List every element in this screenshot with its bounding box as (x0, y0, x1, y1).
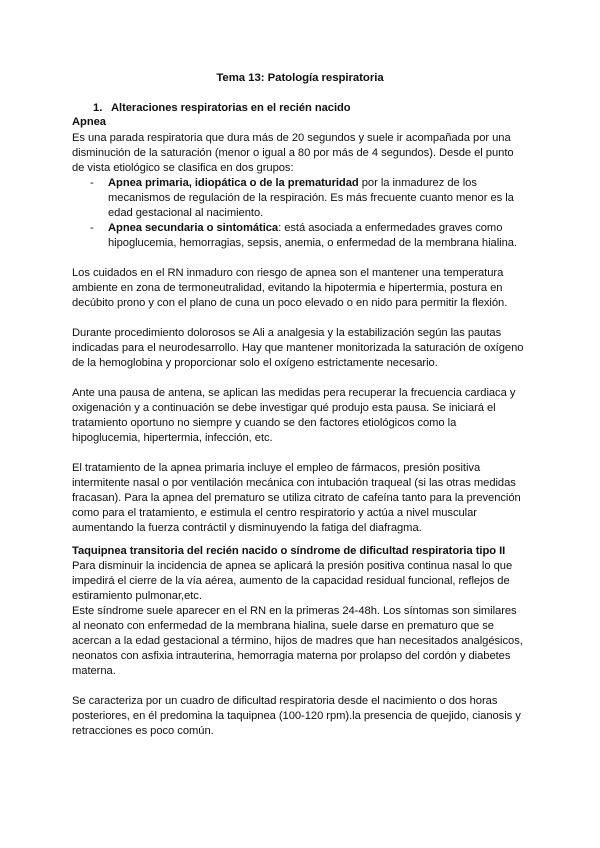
paragraph-line: estiramiento pulmonar,etc. (72, 590, 202, 602)
paragraph-line: hipoglucemia, hipertermia, infección, etc. (72, 432, 273, 444)
document-title: Tema 13: Patología respiratoria (216, 72, 384, 84)
paragraph-line: ambiente en zona de termoneutralidad, evitando la hipotermia e hipertermia, postura en (72, 282, 503, 294)
bullet-text-line: hipoglucemia, hemorragias, sepsis, anemia, o enfermedad de la membrana hialina. (108, 237, 517, 249)
bullet-term: Apnea primaria, idiopática o de la prematuridad (108, 177, 359, 189)
paragraph-line: oxigenación y a continuación se debe investigar qué produjo esta pausa. Se iniciará el (72, 402, 496, 414)
paragraph-line: intermitente nasal o por ventilación mecánica con intubación traqueal (si las otras medidas (72, 477, 516, 489)
paragraph-line: fracasan). Para la apnea del prematuro se utiliza citrato de cafeína tanto para la prevención (72, 492, 521, 504)
paragraph-line: neonatos con asfixia intrauterina, hemorragia materna por prolapso del cordón y diabetes (72, 650, 511, 662)
taquipnea-heading: Taquipnea transitoria del recién nacido o síndrome de dificultad respiratoria tipo II (72, 545, 506, 557)
bullet-text-line: mecanismos de regulación de la respiración. Es más frecuente cuanto menor es la (108, 192, 514, 204)
apnea-heading: Apnea (72, 116, 106, 128)
paragraph-line: aumentando la fuerza contráctil y disminuyendo la fatiga del diafragma. (72, 522, 422, 534)
section-number: 1. (93, 102, 103, 114)
section-heading: Alteraciones respiratorias en el recién nacido (111, 102, 351, 114)
apnea-intro-line: Es una parada respiratoria que dura más de 20 segundos y suele ir acompañada por una (72, 132, 511, 144)
paragraph-line: impedirá el cierre de la vía aérea, aumento de la capacidad residual funcional, reflejos de (72, 575, 510, 587)
paragraph-line: Ante una pausa de antena, se aplican las medidas pera recuperar la frecuencia cardiaca y (72, 387, 516, 399)
paragraph-line: retracciones es poco común. (72, 725, 214, 737)
paragraph-line: Este síndrome suele aparecer en el RN en la primeras 24-48h. Los síntomas son similares (72, 605, 517, 617)
paragraph-line: al neonato con enfermedad de la membrana hialina, suele darse en prematuro que se (72, 620, 494, 632)
bullet-dash: - (90, 177, 94, 189)
paragraph-line: El tratamiento de la apnea primaria incluye el empleo de fármacos, presión positiva (72, 462, 481, 474)
paragraph-line: Durante procedimiento dolorosos se Ali a analgesia y la estabilización según las pautas (72, 327, 502, 339)
paragraph-line: materna. (72, 665, 116, 677)
paragraph-line: como para el tratamiento, e estimula el centro respiratorio y actúa a nivel muscular (72, 507, 477, 519)
bullet-item (108, 221, 502, 235)
bullet-text: por la inmadurez de los (358, 177, 477, 189)
paragraph-line: tratamiento oportuno no siempre y cuando se den factores etiológicos como la (72, 417, 457, 429)
paragraph-line: acercan a la edad gestacional a término, hijos de madres que han necesitados analgésicos, (72, 635, 523, 647)
paragraph-line: indicadas para el neurodesarrollo. Hay que mantener monitorizada la saturación de oxígeno (72, 342, 524, 354)
apnea-intro-line: de vista etiológico se clasifica en dos grupos: (72, 162, 294, 174)
paragraph-line: Para disminuir la incidencia de apnea se aplicará la presión positiva continua nasal lo que (72, 560, 513, 572)
apnea-intro-line: disminución de la saturación (menor o igual a 80 por más de 4 segundos). Desde el punto (72, 147, 514, 159)
paragraph-line: Se caracteriza por un cuadro de dificultad respiratoria desde el nacimiento o dos horas (72, 695, 498, 707)
paragraph-line: Los cuidados en el RN inmaduro con riesgo de apnea son el mantener una temperatura (72, 267, 504, 279)
bullet-term: Apnea secundaria o sintomática (108, 222, 279, 234)
bullet-dash: - (90, 222, 94, 234)
paragraph-line: de la hemoglobina y proporcionar solo el oxígeno estrictamente necesario. (72, 357, 438, 369)
bullet-item (108, 176, 477, 190)
paragraph-line: decúbito prono y con el plano de cuna un poco elevado o en nido para permitir la flexión. (72, 297, 508, 309)
bullet-text-line: edad gestacional al nacimiento. (108, 207, 264, 219)
paragraph-line: posteriores, en él predomina la taquipnea (100-120 rpm).la presencia de quejido, cianosis y (72, 710, 521, 722)
bullet-text: : está asociada a enfermedades graves como (278, 222, 503, 234)
